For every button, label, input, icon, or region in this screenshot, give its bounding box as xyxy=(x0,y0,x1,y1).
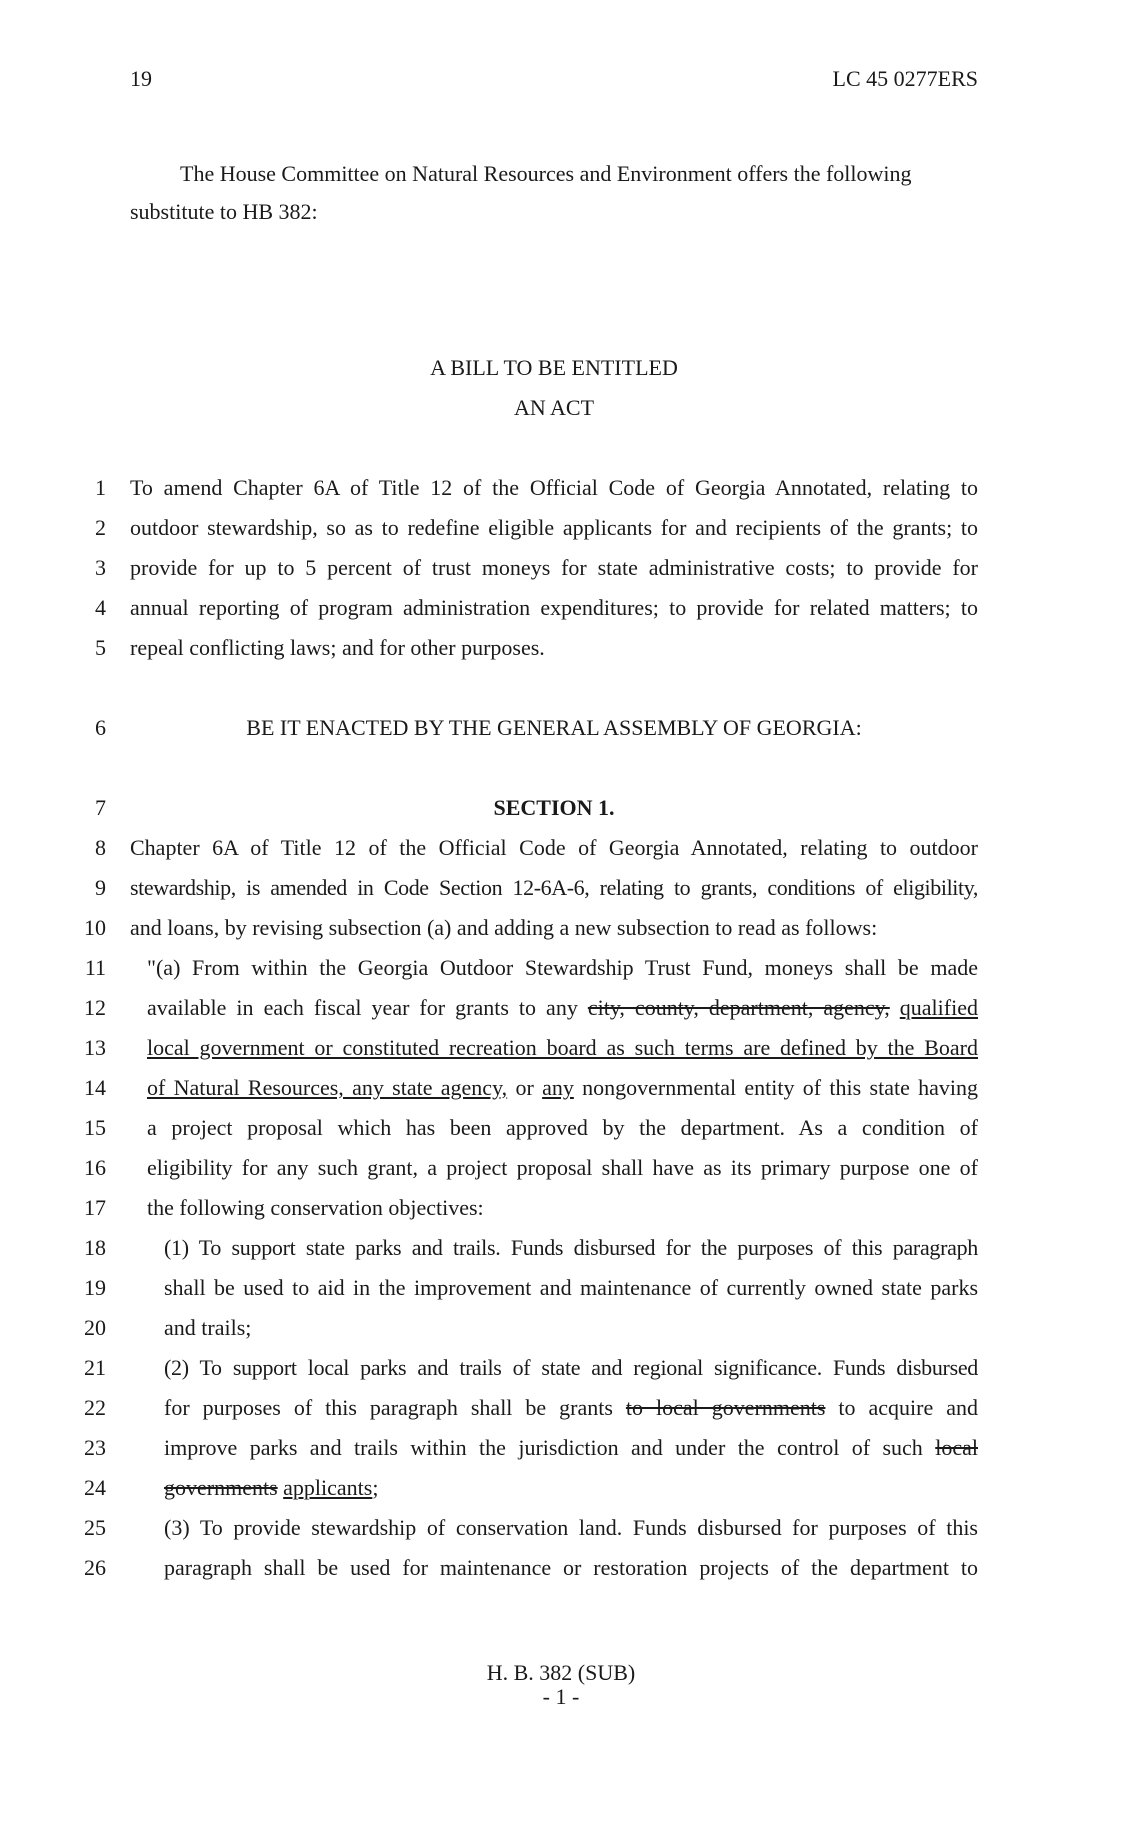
line-number: 18 xyxy=(84,1235,106,1260)
line-text: stewardship, is amended in Code Section 12-6A-6, relating to grants, conditions of eligibility, xyxy=(130,875,978,900)
line-text: improve parks and trails within the jurisdiction and under the control of such local xyxy=(164,1435,978,1460)
line-text: and trails; xyxy=(164,1315,252,1340)
line-text: and loans, by revising subsection (a) and adding a new subsection to read as follows: xyxy=(130,915,878,940)
line-number: 8 xyxy=(95,835,106,860)
stricken-text: city, county, department, agency, xyxy=(587,995,890,1020)
line-22 xyxy=(0,1395,1122,1429)
line-number: 22 xyxy=(84,1395,106,1420)
line-text: (1) To support state parks and trails. Funds disbursed for the purposes of this paragraph xyxy=(164,1235,978,1260)
line-25 xyxy=(0,1515,1122,1549)
line-11 xyxy=(0,955,1122,989)
line-19 xyxy=(0,1275,1122,1309)
line-number: 11 xyxy=(84,955,106,980)
line-text: of Natural Resources, any state agency, or any nongovernmental entity of this state having xyxy=(147,1075,979,1100)
line-15 xyxy=(0,1115,1122,1149)
line-18 xyxy=(0,1235,1122,1269)
inserted-text: any xyxy=(542,1075,574,1100)
line-number: 25 xyxy=(84,1515,106,1540)
line-number: 20 xyxy=(84,1315,106,1340)
line-text: provide for up to 5 percent of trust moneys for state administrative costs; to provide for xyxy=(130,555,978,580)
footer-bill-number: H. B. 382 (SUB) xyxy=(486,1660,636,1685)
line-16 xyxy=(0,1155,1122,1189)
intro-paragraph xyxy=(130,155,978,231)
line-number: 16 xyxy=(84,1155,106,1180)
intro-line-2: substitute to HB 382: xyxy=(130,199,318,224)
line-number: 1 xyxy=(95,475,106,500)
line-10 xyxy=(0,915,1122,949)
section-heading: SECTION 1. xyxy=(493,795,615,820)
line-1 xyxy=(0,475,1122,509)
line-text: paragraph shall be used for maintenance or restoration projects of the department to xyxy=(164,1555,978,1580)
footer-page-number: - 1 - xyxy=(542,1684,580,1709)
line-17 xyxy=(0,1195,1122,1229)
stricken-text: governments xyxy=(164,1475,278,1500)
line-text: Chapter 6A of Title 12 of the Official Code of Georgia Annotated, relating to outdoor xyxy=(130,835,978,860)
inserted-text: of Natural Resources, any state agency, xyxy=(147,1075,508,1100)
bill-title: A BILL TO BE ENTITLED xyxy=(430,355,678,380)
inserted-text: applicants xyxy=(283,1475,373,1500)
line-6 xyxy=(0,715,1122,749)
line-26 xyxy=(0,1555,1122,1589)
line-number: 5 xyxy=(95,635,106,660)
line-text: a project proposal which has been approved by the department. As a condition of xyxy=(147,1115,978,1140)
line-number: 21 xyxy=(84,1355,106,1380)
line-number: 10 xyxy=(84,915,106,940)
line-23 xyxy=(0,1435,1122,1469)
line-3 xyxy=(0,555,1122,589)
line-number: 14 xyxy=(84,1075,106,1100)
line-text: (2) To support local parks and trails of state and regional significance. Funds disbursed xyxy=(164,1355,978,1380)
line-number: 7 xyxy=(95,795,106,820)
inserted-text: local government or constituted recreation board as such terms are defined by the Board xyxy=(147,1035,978,1060)
line-text: shall be used to aid in the improvement and maintenance of currently owned state parks xyxy=(164,1275,978,1300)
line-number: 23 xyxy=(84,1435,106,1460)
line-text: (3) To provide stewardship of conservation land. Funds disbursed for purposes of this xyxy=(164,1515,978,1540)
line-number: 19 xyxy=(84,1275,106,1300)
line-text: for purposes of this paragraph shall be grants to local governments to acquire and xyxy=(164,1395,978,1420)
line-7 xyxy=(0,795,1122,829)
line-number: 13 xyxy=(84,1035,106,1060)
line-2 xyxy=(0,515,1122,549)
line-20 xyxy=(0,1315,1122,1349)
line-text: repeal conflicting laws; and for other purposes. xyxy=(130,635,545,660)
header-page-number: 19 xyxy=(130,66,152,91)
line-number: 15 xyxy=(84,1115,106,1140)
line-text: "(a) From within the Georgia Outdoor Stewardship Trust Fund, moneys shall be made xyxy=(147,955,978,980)
line-number: 24 xyxy=(84,1475,106,1500)
line-number: 17 xyxy=(84,1195,106,1220)
line-text: outdoor stewardship, so as to redefine eligible applicants for and recipients of the grants; to xyxy=(130,515,978,540)
line-number: 4 xyxy=(95,595,106,620)
line-number: 9 xyxy=(95,875,106,900)
line-14 xyxy=(0,1075,1122,1109)
intro-line-1: The House Committee on Natural Resources and Environment offers the following xyxy=(180,161,912,186)
line-number: 3 xyxy=(95,555,106,580)
stricken-text: to local governments xyxy=(625,1395,826,1420)
line-8 xyxy=(0,835,1122,869)
line-number: 26 xyxy=(84,1555,106,1580)
line-21 xyxy=(0,1355,1122,1389)
line-text: governments applicants; xyxy=(164,1475,379,1500)
line-number: 2 xyxy=(95,515,106,540)
line-number: 6 xyxy=(95,715,106,740)
line-5 xyxy=(0,635,1122,669)
line-text: available in each fiscal year for grants to any city, county, department, agency, qualified xyxy=(147,995,978,1020)
line-text: the following conservation objectives: xyxy=(147,1195,484,1220)
line-number: 12 xyxy=(84,995,106,1020)
line-text: eligibility for any such grant, a project proposal shall have as its primary purpose one of xyxy=(147,1155,978,1180)
inserted-text: qualified xyxy=(899,995,978,1020)
line-24 xyxy=(0,1475,1122,1509)
line-text: annual reporting of program administration expenditures; to provide for related matters; to xyxy=(130,595,978,620)
line-12 xyxy=(0,995,1122,1029)
line-9 xyxy=(0,875,1122,909)
header-doc-code: LC 45 0277ERS xyxy=(832,66,978,91)
stricken-text: local xyxy=(935,1435,978,1460)
line-text: To amend Chapter 6A of Title 12 of the Official Code of Georgia Annotated, relating to xyxy=(130,475,978,500)
line-13 xyxy=(0,1035,1122,1069)
enacting-clause: BE IT ENACTED BY THE GENERAL ASSEMBLY OF GEORGIA: xyxy=(246,715,862,740)
line-4 xyxy=(0,595,1122,629)
act-title: AN ACT xyxy=(513,395,595,420)
